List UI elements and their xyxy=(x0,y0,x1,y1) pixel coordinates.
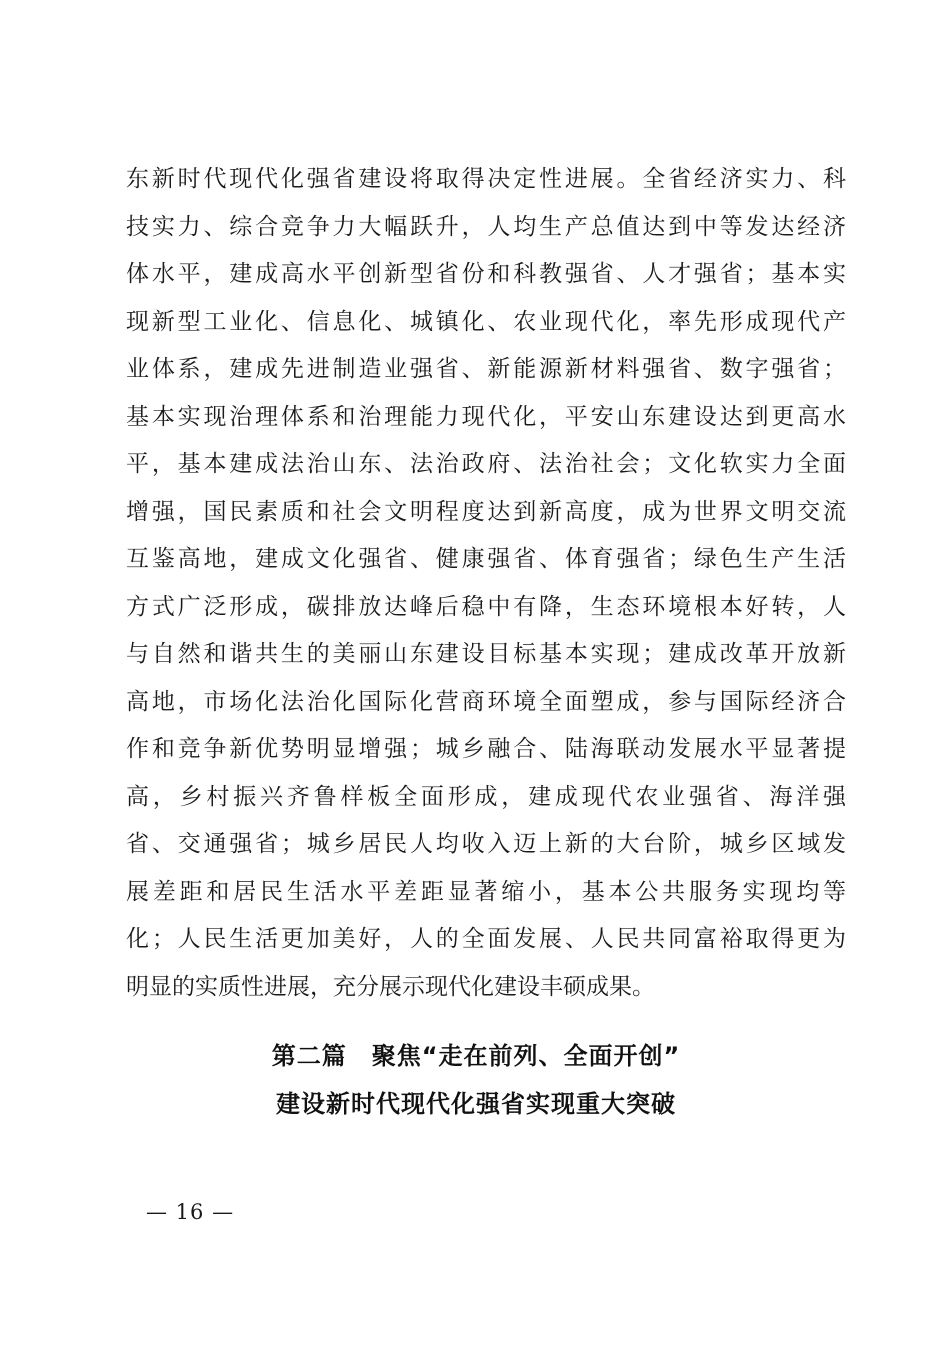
section-heading-line-1: 第二篇 聚焦“走在前列、全面开创” xyxy=(271,1042,681,1070)
paragraph-line: 展差距和居民生活水平差距显著缩小，基本公共服务实现均等 xyxy=(126,878,846,905)
section-heading-line-2: 建设新时代现代化强省实现重大突破 xyxy=(276,1090,676,1118)
paragraph-line: 体水平，建成高水平创新型省份和科教强省、人才强省；基本实 xyxy=(126,261,846,287)
paragraph-line: 省、交通强省；城乡居民人均收入迈上新的大台阶，城乡区域发 xyxy=(126,831,846,857)
paragraph-line: 现新型工业化、信息化、城镇化、农业现代化，率先形成现代产 xyxy=(126,308,846,335)
paragraph-line: 增强，国民素质和社会文明程度达到新高度，成为世界文明交流 xyxy=(126,498,846,525)
paragraph-line: 平，基本建成法治山东、法治政府、法治社会；文化软实力全面 xyxy=(126,451,846,477)
paragraph-line: 互鉴高地，建成文化强省、健康强省、体育强省；绿色生产生活 xyxy=(126,546,846,572)
paragraph-line: 东新时代现代化强省建设将取得决定性进展。全省经济实力、科 xyxy=(126,166,846,192)
paragraph-line: 基本实现治理体系和治理能力现代化，平安山东建设达到更高水 xyxy=(126,403,846,430)
paragraph-line: 方式广泛形成，碳排放达峰后稳中有降，生态环境根本好转，人 xyxy=(126,593,846,620)
paragraph-line: 高，乡村振兴齐鲁样板全面形成，建成现代农业强省、海洋强 xyxy=(126,783,846,810)
paragraph-line: 高地，市场化法治化国际化营商环境全面塑成，参与国际经济合 xyxy=(126,688,846,715)
paragraph-line: 作和竞争新优势明显增强；城乡融合、陆海联动发展水平显著提 xyxy=(126,736,846,762)
page-number: — 16 — xyxy=(146,1200,235,1224)
body-paragraph xyxy=(126,156,846,1011)
paragraph-line: 业体系，建成先进制造业强省、新能源新材料强省、数字强省； xyxy=(126,356,846,382)
paragraph-line: 明显的实质性进展，充分展示现代化建设丰硕成果。 xyxy=(126,973,655,1000)
paragraph-line: 化；人民生活更加美好，人的全面发展、人民共同富裕取得更为 xyxy=(126,926,846,952)
paragraph-line: 技实力、综合竞争力大幅跃升，人均生产总值达到中等发达经济 xyxy=(126,213,846,240)
paragraph-line: 与自然和谐共生的美丽山东建设目标基本实现；建成改革开放新 xyxy=(126,641,846,667)
